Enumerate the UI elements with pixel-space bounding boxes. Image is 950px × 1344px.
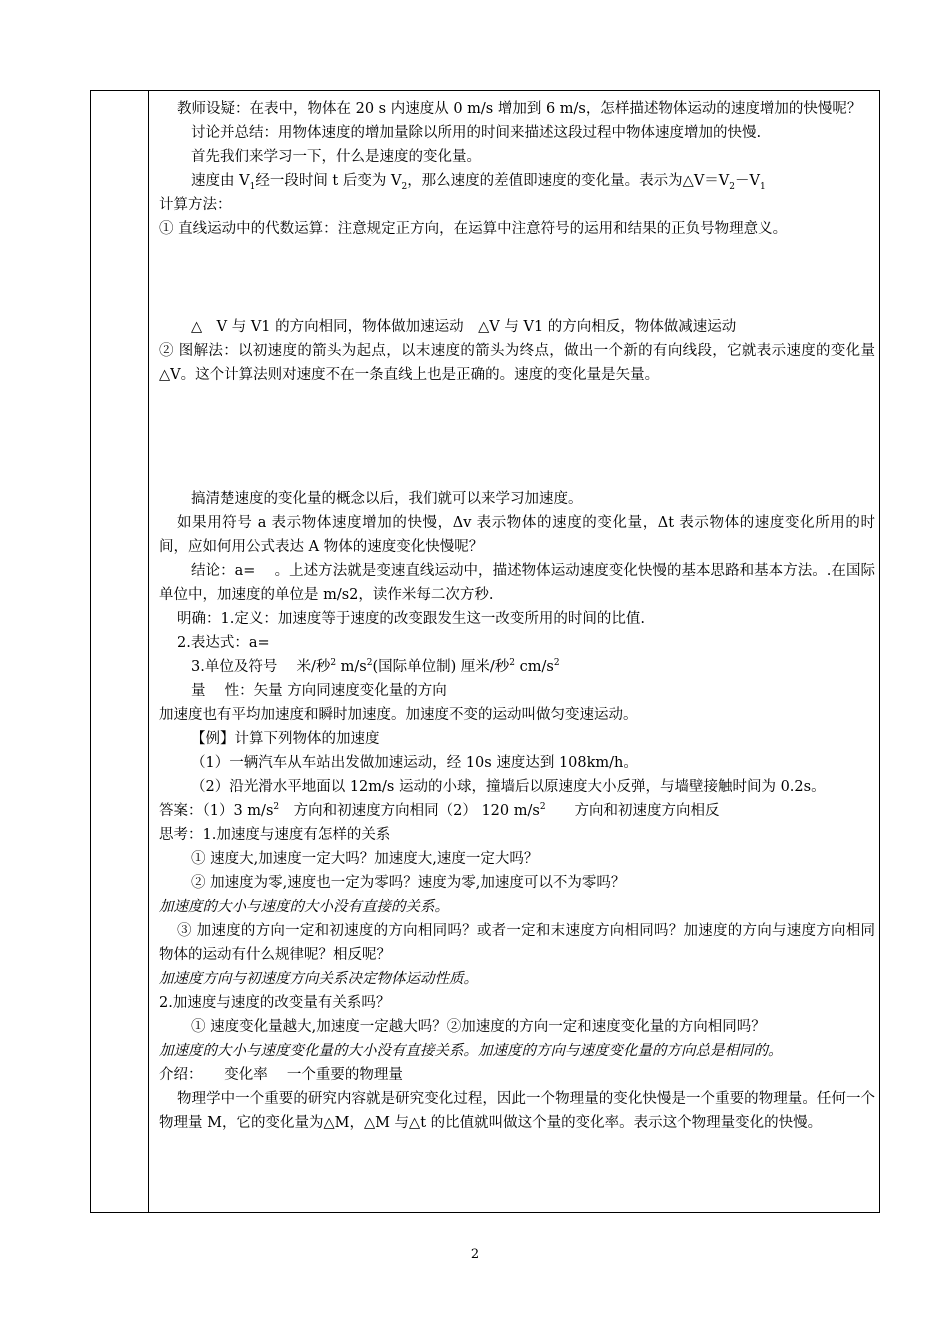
algebraic-method: ① 直线运动中的代数运算：注意规定正方向，在运算中注意符号的运用和结果的正负号物理意义。 <box>159 221 788 237</box>
lesson-content-cell <box>159 97 875 1135</box>
figure-space-2 <box>159 387 875 487</box>
figure-space-1 <box>159 241 875 293</box>
calc-method-heading: 计算方法： <box>159 197 232 213</box>
definition: 明确：1.定义：加速度等于速度的改变跟发生这一改变所用的时间的比值. <box>177 611 645 627</box>
acceleration-intro: 搞清楚速度的变化量的概念以后，我们就可以来学习加速度。 <box>191 491 583 507</box>
velocity-change-definition: 速度由 $V_1$经一段时间 t 后变为 $V_2$，那么速度的差值即速度的变化量。表示为$\triangle V=V_2-V_1$ <box>191 173 766 192</box>
page-number: 2 <box>470 1247 480 1262</box>
think-heading-2: 2.加速度与速度的改变量有关系吗？ <box>159 995 391 1011</box>
answer-line: 答案：（1）3 $m/s^2$ 方向和初速度方向相同（2） 120 $m/s^2$ 方向和初速度方向相反 <box>159 802 720 819</box>
answer-italic-3: 加速度的大小与速度变化量的大小没有直接关系。加速度的方向与速度变化量的方向总是相同的。 <box>159 1043 783 1059</box>
answer-italic-2: 加速度方向与初速度方向关系决定物体运动性质。 <box>159 971 478 987</box>
column-divider <box>148 91 149 1212</box>
question-2: ② 加速度为零,速度也一定为零吗？速度为零,加速度可以不为零吗？ <box>191 875 626 891</box>
intro-rate: 介绍： 变化率 一个重要的物理量 <box>159 1067 403 1083</box>
example-1: （1）一辆汽车从车站出发做加速运动，经 10s 速度达到 108km/h。 <box>191 755 638 771</box>
question-4: ① 速度变化量越大,加速度一定越大吗？②加速度的方向一定和速度变化量的方向相同吗？ <box>191 1019 766 1035</box>
answer-italic-1: 加速度的大小与速度的大小没有直接的关系。 <box>159 899 449 915</box>
question-1: ① 速度大,加速度一定大吗？加速度大,速度一定大吗？ <box>191 851 539 867</box>
graphic-method: ② 图解法：以初速度的箭头为起点，以末速度的箭头为终点，做出一个新的有向线段，它就表示速度的变化量△V。这个计算法则对速度不在一条直线上也是正确的。速度的变化量是矢量。 <box>159 343 875 383</box>
direction-note: △ V 与 V1 的方向相同，物体做加速运动 △V 与 V1 的方向相反，物体做减速运动 <box>191 319 737 335</box>
conclusion: 结论：a= 。上述方法就是变速直线运动中，描述物体运动速度变化快慢的基本思路和基本方法。.在国际单位中，加速度的单位是 m/s2，读作米每二次方秒. <box>159 563 875 603</box>
question-3: ③ 加速度的方向一定和初速度的方向相同吗？或者一定和末速度方向相同吗？加速度的方向与速度方向相同物体的运动有什么规律呢？相反呢？ <box>159 923 875 963</box>
example-heading: 【例】计算下列物体的加速度 <box>191 731 380 747</box>
symbol-question: 如果用符号 a 表示物体速度增加的快慢，Δv 表示物体的速度的变化量，Δt 表示物体的速度变化所用的时间，应如何用公式表达 A 物体的速度变化快慢呢？ <box>159 515 875 555</box>
example-2: （2）沿光滑水平地面以 12m/s 运动的小球，撞墙后以原速度大小反弹，与墙壁接触时间为 0.2s。 <box>191 779 826 795</box>
intro-line: 首先我们来学习一下，什么是速度的变化量。 <box>191 149 481 165</box>
vector-property: 量 性：矢量 方向同速度变化量的方向 <box>191 683 447 699</box>
rate-of-change-paragraph: 物理学中一个重要的研究内容就是研究变化过程，因此一个物理量的变化快慢是一个重要的物理量。任何一个物理量 M，它的变化量为△M，△M 与△t 的比值就叫做这个量的变化率。表示这个物理量变化的快慢。 <box>159 1091 875 1131</box>
think-heading: 思考：1.加速度与速度有怎样的关系 <box>159 827 391 843</box>
teacher-question: 教师设疑：在表中，物体在 20 s 内速度从 0 m/s 增加到 6 m/s，怎样描述物体运动的速度增加的快慢呢？ <box>177 101 862 117</box>
lesson-table <box>90 90 880 1213</box>
expression: 2.表达式：a= <box>177 635 270 651</box>
discussion-summary: 讨论并总结：用物体速度的增加量除以所用的时间来描述这段过程中物体速度增加的快慢. <box>191 125 762 141</box>
units-line: 3.单位及符号 米/秒$^2$ $m/s^2$(国际单位制) 厘米/秒$^2$ $cm/s^2$ <box>191 658 560 675</box>
average-instant-note: 加速度也有平均加速度和瞬时加速度。加速度不变的运动叫做匀变速运动。 <box>159 707 638 723</box>
